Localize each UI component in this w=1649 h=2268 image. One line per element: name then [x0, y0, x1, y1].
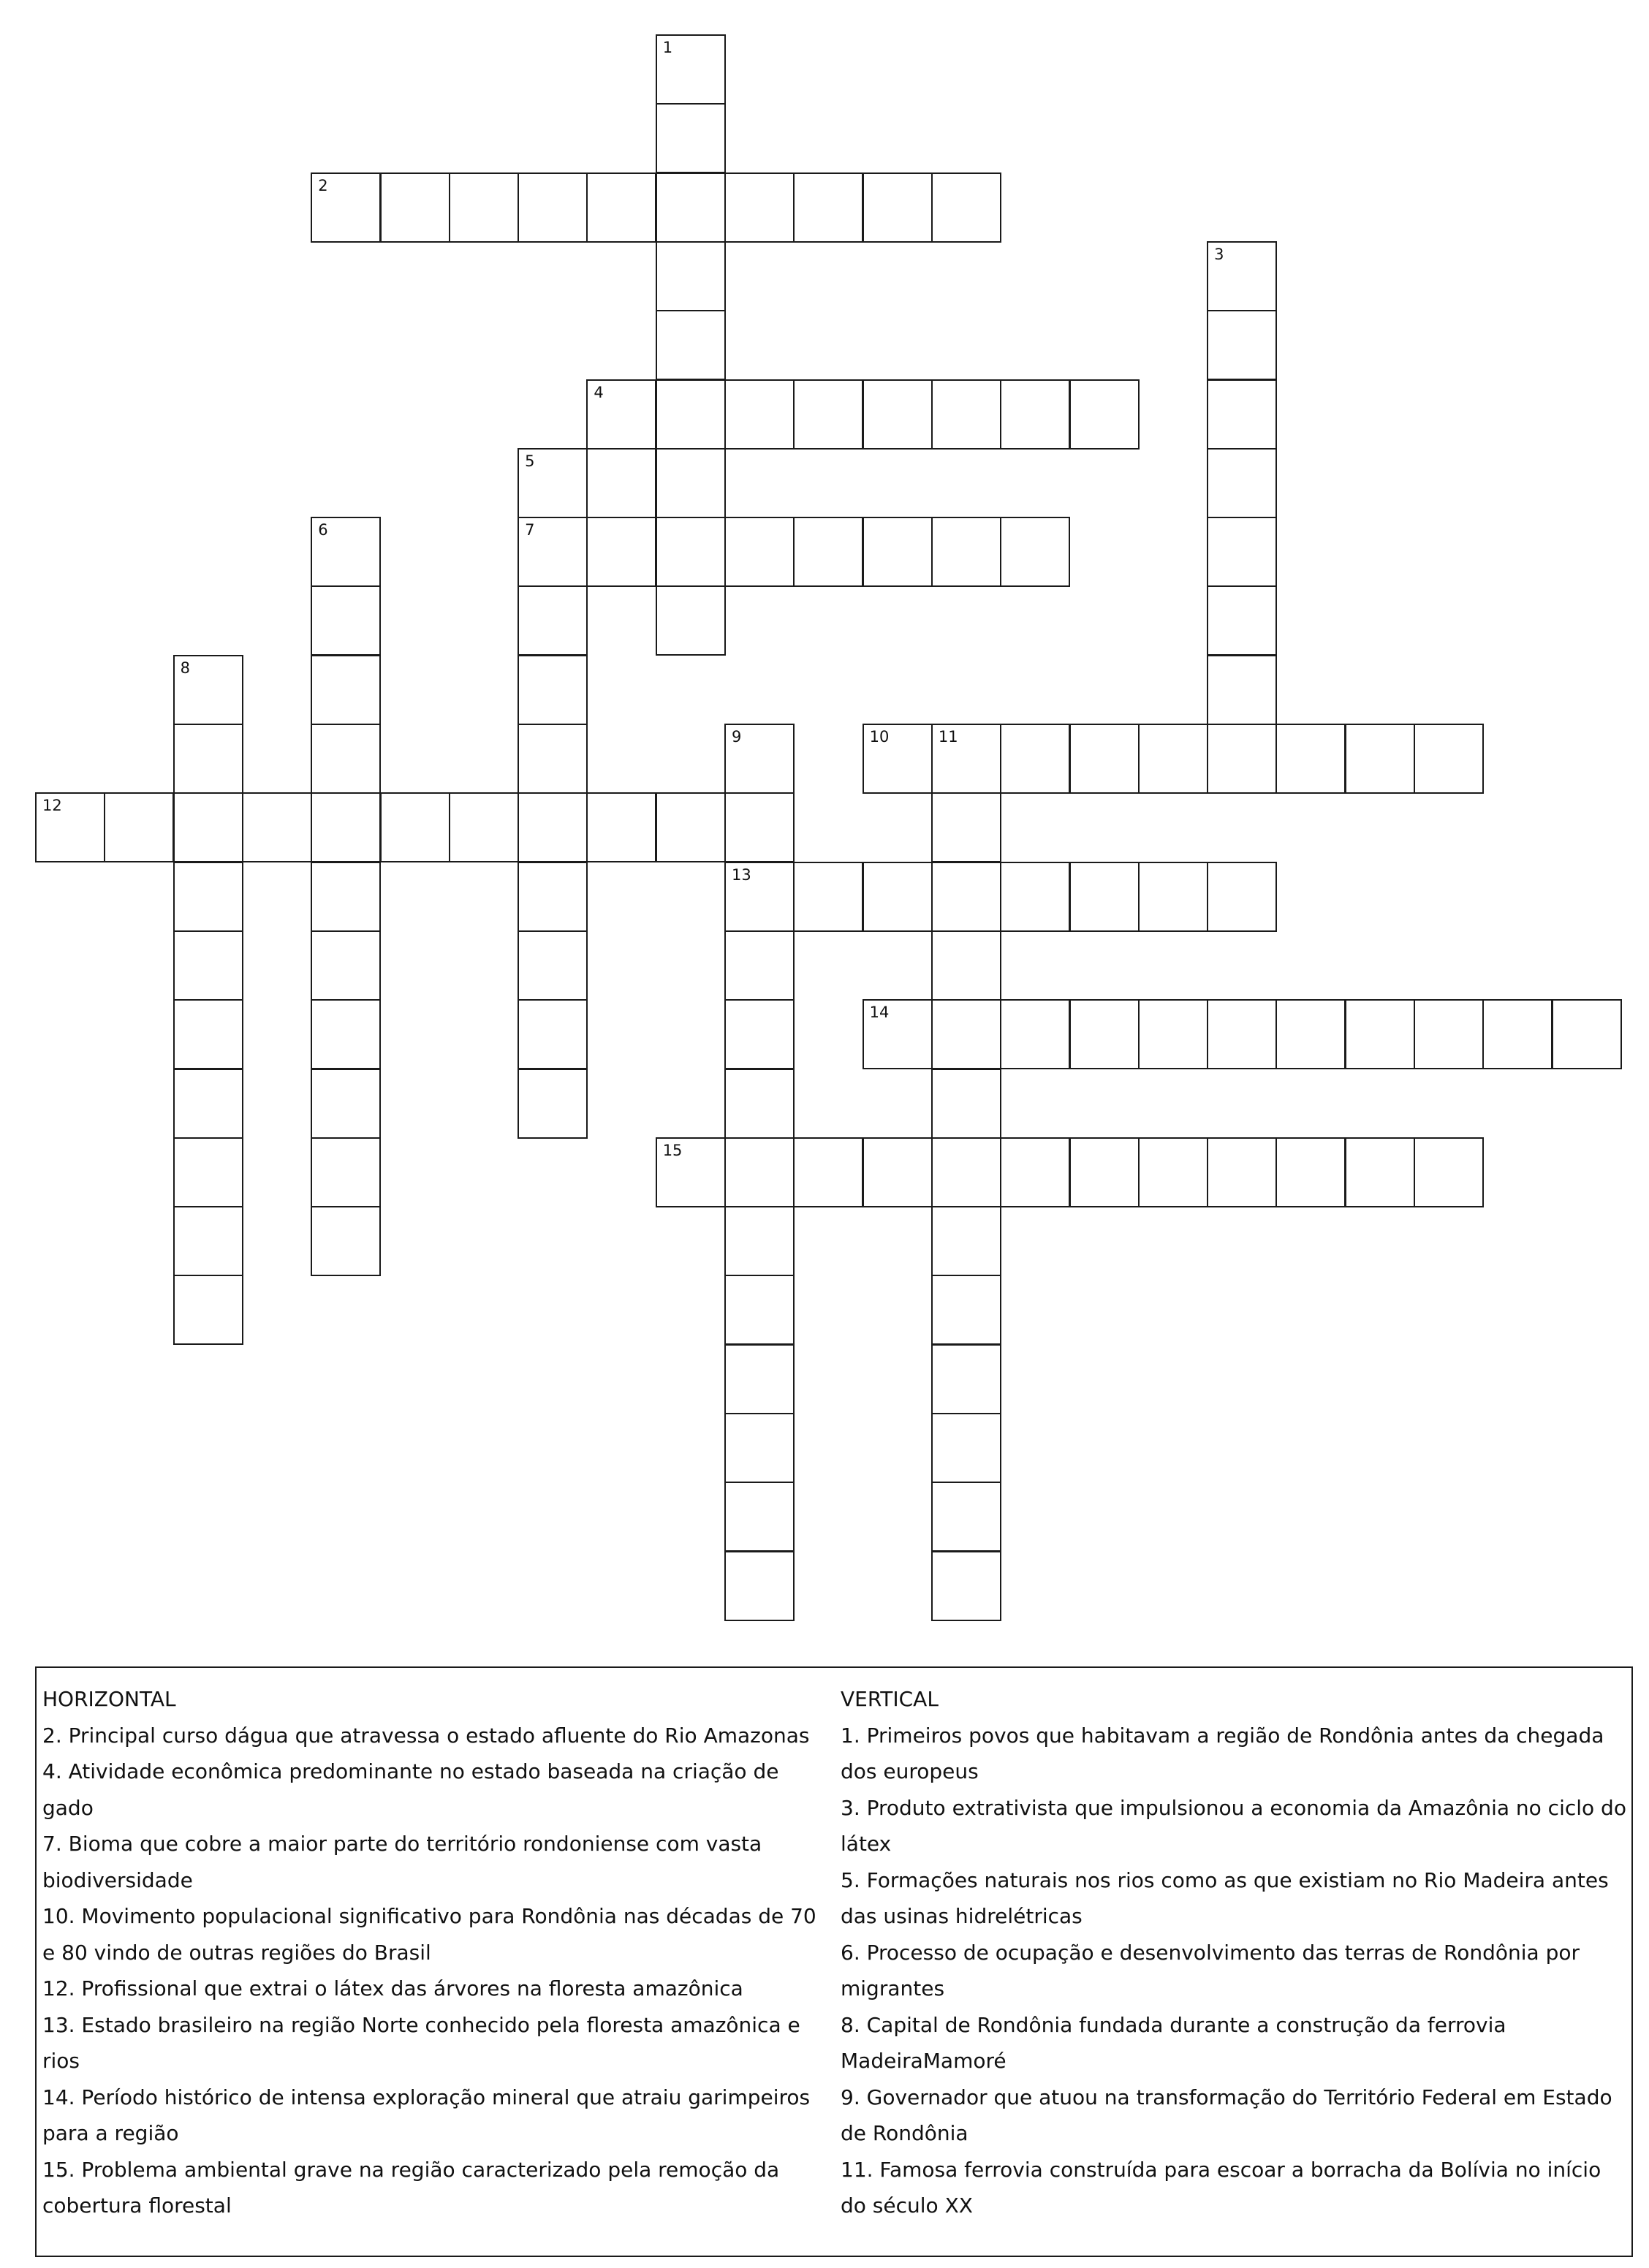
grid-cell[interactable] — [1207, 448, 1277, 518]
clue-h14: 14. Período histórico de intensa exploração mineral que atraiu garimpeiros para a região — [42, 2085, 811, 2145]
clue-v8: 8. Capital de Rondônia fundada durante a construção da ferrovia MadeiraMamoré — [841, 2012, 1506, 2073]
grid-cell[interactable] — [518, 999, 588, 1069]
grid-cell[interactable] — [1069, 724, 1140, 794]
grid-cell[interactable] — [311, 517, 381, 587]
clue-number: 10 — [869, 728, 890, 746]
grid-cell[interactable] — [518, 724, 588, 794]
grid-cell[interactable] — [1000, 1137, 1070, 1207]
grid-cell[interactable] — [931, 1275, 1001, 1345]
clue-v5: 5. Formações naturais nos rios como as que existiam no Rio Madeira antes das usinas hidrelétricas — [841, 1867, 1609, 1928]
grid-cell[interactable] — [793, 172, 863, 243]
grid-cell[interactable] — [173, 724, 243, 794]
grid-cell[interactable] — [1138, 862, 1208, 932]
grid-cell[interactable] — [173, 930, 243, 1001]
clue-number: 2 — [318, 176, 328, 194]
grid-cell[interactable] — [724, 792, 795, 862]
grid-cell[interactable] — [1207, 379, 1277, 450]
grid-cell[interactable] — [724, 379, 795, 450]
clue-h13: 13. Estado brasileiro na região Norte conhecido pela floresta amazônica e rios — [42, 2012, 800, 2073]
grid-cell[interactable] — [931, 999, 1001, 1069]
grid-cell[interactable] — [931, 517, 1001, 587]
grid-cell[interactable] — [931, 724, 1001, 794]
grid-cell[interactable] — [656, 792, 726, 862]
grid-cell[interactable] — [931, 1551, 1001, 1621]
grid-cell[interactable] — [173, 1206, 243, 1276]
grid-cell[interactable] — [35, 792, 105, 862]
clue-h2: 2. Principal curso dágua que atravessa o estado afluente do Rio Amazonas — [42, 1723, 810, 1748]
grid-cell[interactable] — [931, 1069, 1001, 1139]
grid-cell[interactable] — [311, 792, 381, 862]
clues-box — [35, 1666, 1633, 2257]
grid-cell[interactable] — [724, 1206, 795, 1276]
grid-cell[interactable] — [863, 862, 933, 932]
clue-number: 3 — [1214, 245, 1224, 263]
grid-cell[interactable] — [793, 517, 863, 587]
grid-cell[interactable] — [1207, 862, 1277, 932]
grid-cell[interactable] — [1207, 655, 1277, 725]
grid-cell[interactable] — [518, 448, 588, 518]
clue-number: 4 — [594, 383, 604, 401]
clue-h10: 10. Movimento populacional significativo para Rondônia nas décadas de 70 e 80 vindo de outras regiões do Brasil — [42, 1904, 816, 1965]
grid-cell[interactable] — [863, 999, 933, 1069]
clue-number: 1 — [662, 39, 673, 56]
vertical-clues — [841, 1681, 1626, 2224]
grid-cell[interactable] — [1138, 999, 1208, 1069]
grid-cell[interactable] — [518, 862, 588, 932]
grid-cell[interactable] — [724, 1069, 795, 1139]
grid-cell[interactable] — [518, 172, 588, 243]
grid-cell[interactable] — [931, 1206, 1001, 1276]
grid-cell[interactable] — [931, 1413, 1001, 1483]
grid-cell[interactable] — [1069, 1137, 1140, 1207]
grid-cell[interactable] — [931, 930, 1001, 1001]
clue-v1: 1. Primeiros povos que habitavam a região de Rondônia antes da chegada dos europeus — [841, 1723, 1604, 1783]
grid-cell[interactable] — [931, 792, 1001, 862]
grid-cell[interactable] — [863, 1137, 933, 1207]
grid-cell[interactable] — [518, 1069, 588, 1139]
grid-cell[interactable] — [518, 655, 588, 725]
grid-cell[interactable] — [1207, 517, 1277, 587]
grid-cell[interactable] — [242, 792, 312, 862]
grid-cell[interactable] — [1069, 999, 1140, 1069]
grid-cell[interactable] — [1207, 241, 1277, 311]
grid-cell[interactable] — [586, 448, 656, 518]
grid-cell[interactable] — [586, 379, 656, 450]
grid-cell[interactable] — [173, 792, 243, 862]
grid-cell[interactable] — [1207, 999, 1277, 1069]
clue-number: 15 — [662, 1141, 683, 1159]
clue-number: 8 — [180, 659, 190, 677]
grid-cell[interactable] — [1000, 999, 1070, 1069]
grid-cell[interactable] — [173, 862, 243, 932]
grid-cell[interactable] — [1345, 999, 1415, 1069]
clue-h15: 15. Problema ambiental grave na região caracterizado pela remoção da cobertura florestal — [42, 2157, 780, 2218]
grid-cell[interactable] — [1345, 1137, 1415, 1207]
grid-cell[interactable] — [311, 862, 381, 932]
grid-cell[interactable] — [656, 517, 726, 587]
grid-cell[interactable] — [793, 1137, 863, 1207]
clue-number: 13 — [732, 865, 751, 884]
grid-cell[interactable] — [656, 310, 726, 380]
grid-cell[interactable] — [863, 379, 933, 450]
grid-cell[interactable] — [1207, 1137, 1277, 1207]
grid-cell[interactable] — [311, 724, 381, 794]
grid-cell[interactable] — [518, 517, 588, 587]
grid-cell[interactable] — [1207, 585, 1277, 656]
grid-cell[interactable] — [1000, 517, 1070, 587]
grid-cell[interactable] — [1482, 999, 1553, 1069]
clue-v11: 11. Famosa ferrovia construída para escoar a borracha da Bolívia no início do século XX — [841, 2157, 1601, 2218]
clue-h12: 12. Profissional que extrai o látex das árvores na floresta amazônica — [42, 1976, 743, 2000]
grid-cell[interactable] — [586, 517, 656, 587]
grid-cell[interactable] — [931, 172, 1001, 243]
grid-cell[interactable] — [173, 999, 243, 1069]
grid-cell[interactable] — [518, 792, 588, 862]
grid-cell[interactable] — [724, 930, 795, 1001]
grid-cell[interactable] — [1345, 724, 1415, 794]
clue-v6: 6. Processo de ocupação e desenvolvimento das terras de Rondônia por migrantes — [841, 1940, 1580, 2000]
grid-cell[interactable] — [724, 999, 795, 1069]
grid-cell[interactable] — [863, 517, 933, 587]
clue-number: 9 — [732, 728, 742, 746]
grid-cell[interactable] — [724, 172, 795, 243]
grid-cell[interactable] — [104, 792, 174, 862]
grid-cell[interactable] — [311, 655, 381, 725]
grid-cell[interactable] — [1000, 862, 1070, 932]
grid-cell[interactable] — [449, 172, 519, 243]
grid-cell[interactable] — [449, 792, 519, 862]
grid-cell[interactable] — [724, 517, 795, 587]
grid-cell[interactable] — [1275, 1137, 1346, 1207]
grid-cell[interactable] — [380, 792, 450, 862]
grid-cell[interactable] — [518, 585, 588, 656]
grid-cell[interactable] — [724, 724, 795, 794]
grid-cell[interactable] — [931, 1137, 1001, 1207]
clue-v3: 3. Produto extrativista que impulsionou a economia da Amazônia no ciclo do látex — [841, 1795, 1626, 1856]
grid-cell[interactable] — [724, 1482, 795, 1552]
grid-cell[interactable] — [311, 1137, 381, 1207]
grid-cell[interactable] — [586, 172, 656, 243]
clue-h7: 7. Bioma que cobre a maior parte do território rondoniense com vasta biodiversidade — [42, 1832, 762, 1892]
grid-cell[interactable] — [311, 172, 381, 243]
grid-cell[interactable] — [311, 585, 381, 656]
horizontal-clues — [42, 1681, 832, 2224]
grid-cell[interactable] — [724, 1344, 795, 1414]
grid-cell[interactable] — [793, 862, 863, 932]
clue-number: 7 — [525, 521, 535, 539]
grid-cell[interactable] — [793, 379, 863, 450]
grid-cell[interactable] — [1069, 379, 1140, 450]
grid-cell[interactable] — [1138, 724, 1208, 794]
grid-cell[interactable] — [586, 792, 656, 862]
grid-cell[interactable] — [311, 1069, 381, 1139]
grid-cell[interactable] — [724, 1551, 795, 1621]
grid-cell[interactable] — [1275, 999, 1346, 1069]
clue-number: 6 — [318, 521, 328, 539]
grid-cell[interactable] — [1414, 724, 1484, 794]
grid-cell[interactable] — [863, 724, 933, 794]
grid-cell[interactable] — [656, 241, 726, 311]
grid-cell[interactable] — [173, 1137, 243, 1207]
grid-cell[interactable] — [173, 1275, 243, 1345]
grid-cell[interactable] — [518, 930, 588, 1001]
grid-cell[interactable] — [1138, 1137, 1208, 1207]
grid-cell[interactable] — [380, 172, 450, 243]
clue-number: 5 — [525, 452, 535, 470]
grid-cell[interactable] — [656, 34, 726, 105]
grid-cell[interactable] — [656, 448, 726, 518]
grid-cell[interactable] — [656, 172, 726, 243]
grid-cell[interactable] — [724, 1137, 795, 1207]
grid-cell[interactable] — [173, 655, 243, 725]
grid-cell[interactable] — [931, 862, 1001, 932]
grid-cell[interactable] — [1275, 724, 1346, 794]
grid-cell[interactable] — [931, 1482, 1001, 1552]
grid-cell[interactable] — [656, 379, 726, 450]
grid-cell[interactable] — [1207, 310, 1277, 380]
grid-cell[interactable] — [724, 1275, 795, 1345]
grid-cell[interactable] — [931, 379, 1001, 450]
grid-cell[interactable] — [1552, 999, 1622, 1069]
clue-h4: 4. Atividade econômica predominante no estado baseada na criação de gado — [42, 1759, 779, 1820]
clue-number: 14 — [869, 1004, 890, 1022]
grid-cell[interactable] — [1000, 379, 1070, 450]
grid-cell[interactable] — [931, 1344, 1001, 1414]
clue-number: 11 — [938, 728, 958, 746]
grid-cell[interactable] — [311, 930, 381, 1001]
vertical-heading: VERTICAL — [841, 1687, 939, 1711]
grid-cell[interactable] — [1414, 1137, 1484, 1207]
grid-cell[interactable] — [311, 1206, 381, 1276]
grid-cell[interactable] — [1207, 724, 1277, 794]
grid-cell[interactable] — [311, 999, 381, 1069]
grid-cell[interactable] — [724, 1413, 795, 1483]
grid-cell[interactable] — [1069, 862, 1140, 932]
clue-number: 12 — [42, 797, 62, 815]
grid-cell[interactable] — [863, 172, 933, 243]
grid-cell[interactable] — [724, 862, 795, 932]
horizontal-heading: HORIZONTAL — [42, 1687, 176, 1711]
grid-cell[interactable] — [173, 1069, 243, 1139]
grid-cell[interactable] — [1000, 724, 1070, 794]
grid-cell[interactable] — [656, 103, 726, 173]
clue-v9: 9. Governador que atuou na transformação do Território Federal em Estado de Rondônia — [841, 2085, 1612, 2145]
grid-cell[interactable] — [656, 585, 726, 656]
grid-cell[interactable] — [1414, 999, 1484, 1069]
grid-cell[interactable] — [656, 1137, 726, 1207]
